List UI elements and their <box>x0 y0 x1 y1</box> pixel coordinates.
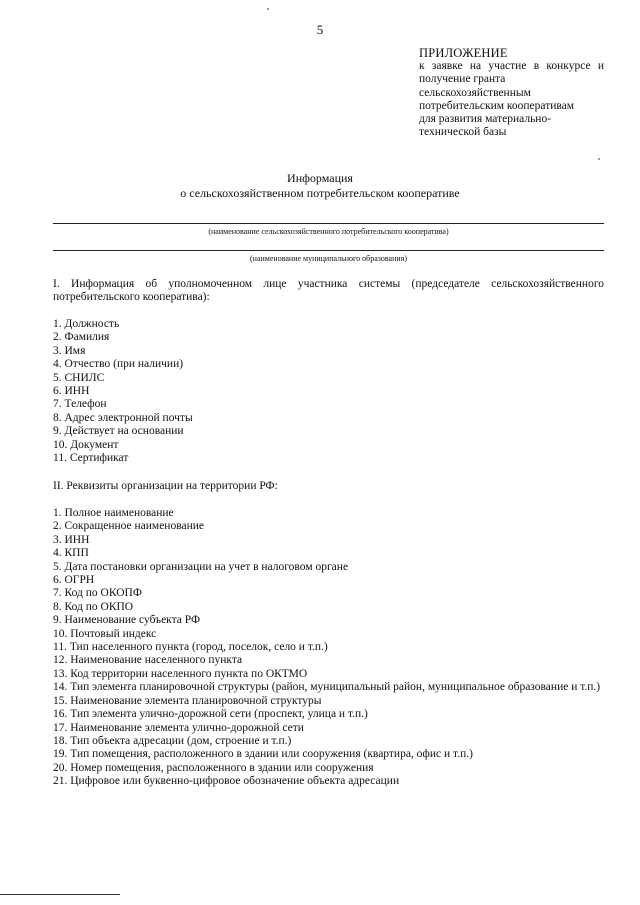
section1-list-wrap <box>53 318 604 465</box>
list-item: 21. Цифровое или буквенно-цифровое обозначение объекта адресации <box>53 775 400 788</box>
section1-list <box>53 318 604 465</box>
list-item: 5. Дата постановки организации на учет в налоговом органе <box>53 560 349 573</box>
scan-speck <box>267 8 269 10</box>
section2-list <box>53 507 604 789</box>
list-item: 20. Номер помещения, расположенного в здании или сооружения <box>53 761 374 774</box>
list-item: 2. Фамилия <box>53 331 110 344</box>
section2 <box>53 480 604 493</box>
municipality-name-line <box>53 250 604 251</box>
scan-speck <box>598 158 600 160</box>
list-item: 16. Тип элемента улично-дорожной сети (проспект, улица и т.п.) <box>53 708 368 721</box>
document-title <box>0 171 640 201</box>
list-item: 8. Код по ОКПО <box>53 600 134 613</box>
section2-list-wrap <box>53 507 604 789</box>
appendix-line: технической базы <box>419 126 507 139</box>
appendix-block <box>419 47 604 139</box>
appendix-line: к заявке на участие в конкурсе и <box>419 60 604 73</box>
list-item: 11. Тип населенного пункта (город, поселок, село и т.п.) <box>53 641 328 654</box>
list-item: 4. КПП <box>53 547 89 560</box>
list-item: 12. Наименование населенного пункта <box>53 654 243 667</box>
appendix-title: ПРИЛОЖЕНИЕ <box>419 46 508 60</box>
list-item: 8. Адрес электронной почты <box>53 411 193 424</box>
list-item: 4. Отчество (при наличии) <box>53 358 184 371</box>
list-item: 6. ИНН <box>53 385 90 398</box>
section2-heading: II. Реквизиты организации на территории РФ: <box>53 480 278 492</box>
municipality-name-caption: (наименование муниципального образования) <box>250 254 407 263</box>
list-item: 6. ОГРН <box>53 574 95 587</box>
appendix-line: сельскохозяйственным <box>419 86 531 99</box>
list-item: 18. Тип объекта адресации (дом, строение и т.п.) <box>53 734 292 747</box>
appendix-line: получение гранта <box>419 73 506 86</box>
list-item: 5. СНИЛС <box>53 371 105 384</box>
list-item: 11. Сертификат <box>53 452 129 465</box>
list-item: 17. Наименование элемента улично-дорожной сети <box>53 721 304 734</box>
appendix-line: потребительским кооперативам <box>419 99 575 112</box>
document-title-line2: о сельскохозяйственном потребительском кооперативе <box>180 186 460 200</box>
list-item: 3. ИНН <box>53 533 90 546</box>
list-item: 13. Код территории населенного пункта по ОКТМО <box>53 667 308 680</box>
cooperative-name-caption: (наименование сельскохозяйственного потребительского кооператива) <box>208 227 449 236</box>
list-item: 19. Тип помещения, расположенного в здании или сооружения (квартира, офис и т.п.) <box>53 748 473 761</box>
list-item: 15. Наименование элемента планировочной структуры <box>53 694 322 707</box>
section1-heading: I. Информация об уполномоченном лице участника системы (председателе сельскохозяйственного потребительского кооператива): <box>53 278 604 304</box>
page-number: 5 <box>316 22 324 37</box>
appendix-line: для развития материально- <box>419 113 552 126</box>
list-item: 14. Тип элемента планировочной структуры (район, муниципальный район, муниципальное образование и т.п.) <box>53 681 601 694</box>
list-item: 1. Полное наименование <box>53 507 174 519</box>
list-item: 7. Телефон <box>53 398 107 411</box>
list-item: 9. Действует на основании <box>53 425 184 438</box>
list-item: 10. Документ <box>53 438 119 451</box>
section1 <box>53 278 604 305</box>
list-item: 7. Код по ОКОПФ <box>53 587 142 600</box>
footnote-rule <box>0 894 120 895</box>
list-item: 10. Почтовый индекс <box>53 627 157 640</box>
list-item: 9. Наименование субъекта РФ <box>53 614 201 627</box>
list-item: 1. Должность <box>53 318 120 330</box>
list-item: 3. Имя <box>53 344 86 357</box>
document-title-line1: Информация <box>287 171 353 185</box>
cooperative-name-line <box>53 223 604 224</box>
list-item: 2. Сокращенное наименование <box>53 520 204 533</box>
